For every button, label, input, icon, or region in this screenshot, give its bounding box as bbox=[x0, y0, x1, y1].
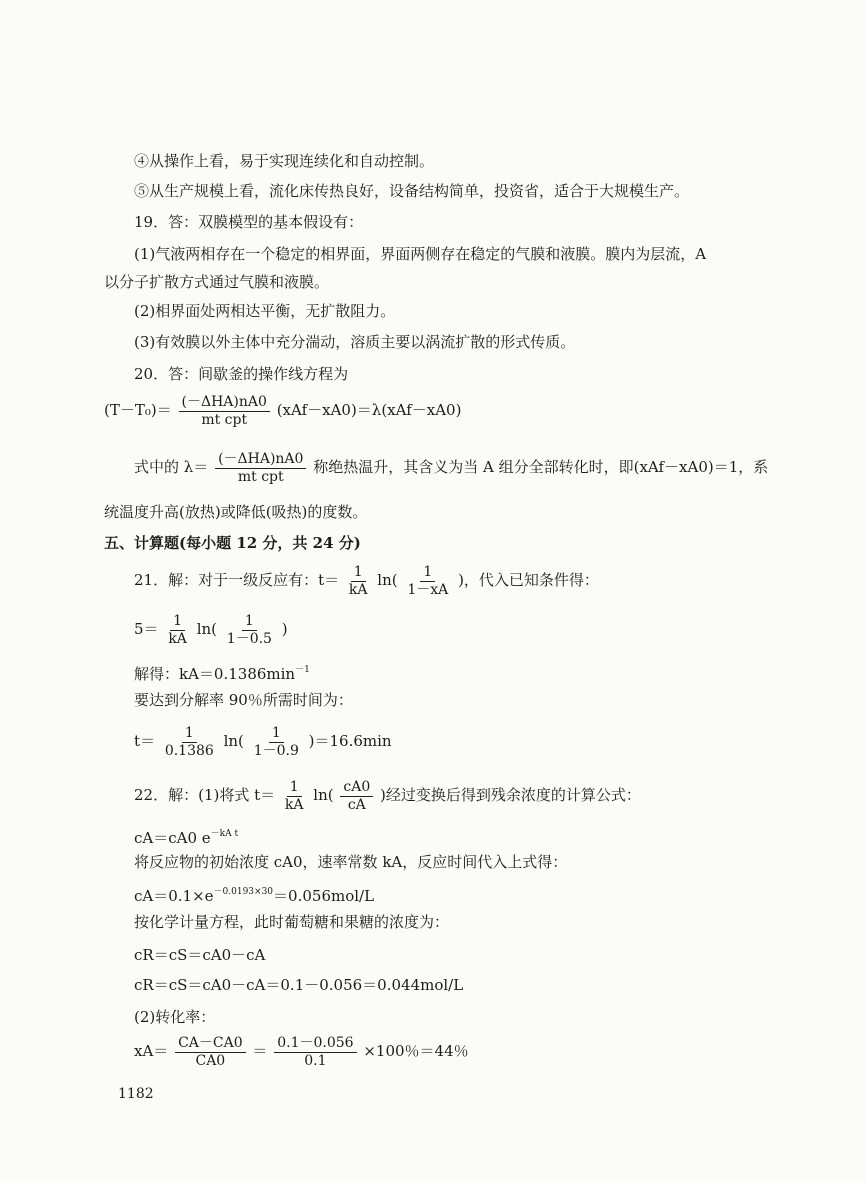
section-heading: 五、计算题(每小题 12 分，共 24 分) bbox=[104, 534, 361, 552]
equation-20: (T－T₀)＝ $\frac{\text{(－ΔHA)nA0}}{\text{mt cpt}}$ (xAf－xA0)＝λ(xAf－xA0) bbox=[104, 394, 462, 428]
equation-21-a: 5＝ $\frac{1}{kA}$ ln( $\frac{1}{1-0.5}$ ) bbox=[134, 613, 288, 647]
conversion-heading: (2)转化率： bbox=[134, 1008, 216, 1026]
answer-20-explanation-cont: 统温度升高(放热)或降低(吸热)的度数。 bbox=[104, 503, 368, 521]
answer-19-point-3: (3)有效膜以外主体中充分湍动，溶质主要以涡流扩散的形式传质。 bbox=[134, 333, 576, 351]
answer-19-point-1-cont: 以分子扩散方式通过气膜和液膜。 bbox=[104, 273, 330, 291]
solution-k: 解得：$kA=0.1386\min^{-1}$ bbox=[134, 665, 310, 683]
requirement-text: 要达到分解率 90％所需时间为： bbox=[134, 691, 353, 709]
substitution-text: 将反应物的初始浓度 cA0，速率常数 kA，反应时间代入上式得： bbox=[134, 853, 568, 871]
fraction: $\frac{\text{(－ΔHA)nA0}}{\text{mt cpt}}$ bbox=[215, 452, 306, 484]
answer-20-explanation: 式中的 λ＝ $\frac{\text{(－ΔHA)nA0}}{\text{mt cpt}}$ 称绝热温升，其含义为当 A 组分全部转化时，即(xAf－xA0)＝1，系 bbox=[134, 451, 769, 485]
answer-19-heading: 19．答：双膜模型的基本假设有： bbox=[134, 213, 364, 231]
equation-22-a: cA＝cA0 $e^{-kA t}$ bbox=[134, 829, 239, 847]
equation-22-b: $cA=0.1\times e^{-0.0193\times 30}=0.056mol/L$ bbox=[134, 887, 375, 905]
equation-22-d: cR＝cS＝cA0－cA＝0.1－0.056＝0.044mol/L bbox=[134, 976, 464, 994]
answer-22-heading: 22．解：(1)将式 t＝ $\frac{1}{kA}$ ln( $\frac{cA0}{cA}$ )经过变换后得到残余浓度的计算公式： bbox=[134, 779, 641, 813]
text-line-2: ⑤从生产规模上看，流化床传热良好，设备结构简单，投资省，适合于大规模生产。 bbox=[134, 182, 690, 200]
answer-19-point-1: (1)气液两相存在一个稳定的相界面，界面两侧存在稳定的气膜和液膜。膜内为层流，A bbox=[134, 245, 707, 263]
stoichiometry-text: 按化学计量方程，此时葡萄糖和果糖的浓度为： bbox=[134, 913, 450, 931]
page-number: 1182 bbox=[118, 1086, 154, 1102]
fraction: $\frac{\text{(－ΔHA)nA0}}{\text{mt cpt}}$ bbox=[179, 395, 270, 427]
equation-21-b: t＝ $\frac{1}{0.1386}$ ln( $\frac{1}{1-0.9}$ )＝16.6min bbox=[134, 725, 392, 759]
text-line-1: ④从操作上看，易于实现连续化和自动控制。 bbox=[134, 152, 435, 170]
answer-21-heading: 21．解：对于一级反应有：t＝ $\frac{1}{kA}$ ln( $\frac{1}{1-xA}$ )，代入已知条件得： bbox=[134, 564, 599, 598]
answer-20-heading: 20．答：间歇釜的操作线方程为 bbox=[134, 365, 349, 383]
equation-22-c: cR＝cS＝cA0－cA bbox=[134, 946, 266, 964]
equation-22-e: xA＝ $\frac{CA-CA0}{CA0}$ ＝ $\frac{0.1-0.056}{0.1}$ ×100％＝44％ bbox=[134, 1035, 469, 1069]
answer-19-point-2: (2)相界面处两相达平衡，无扩散阻力。 bbox=[134, 302, 396, 320]
